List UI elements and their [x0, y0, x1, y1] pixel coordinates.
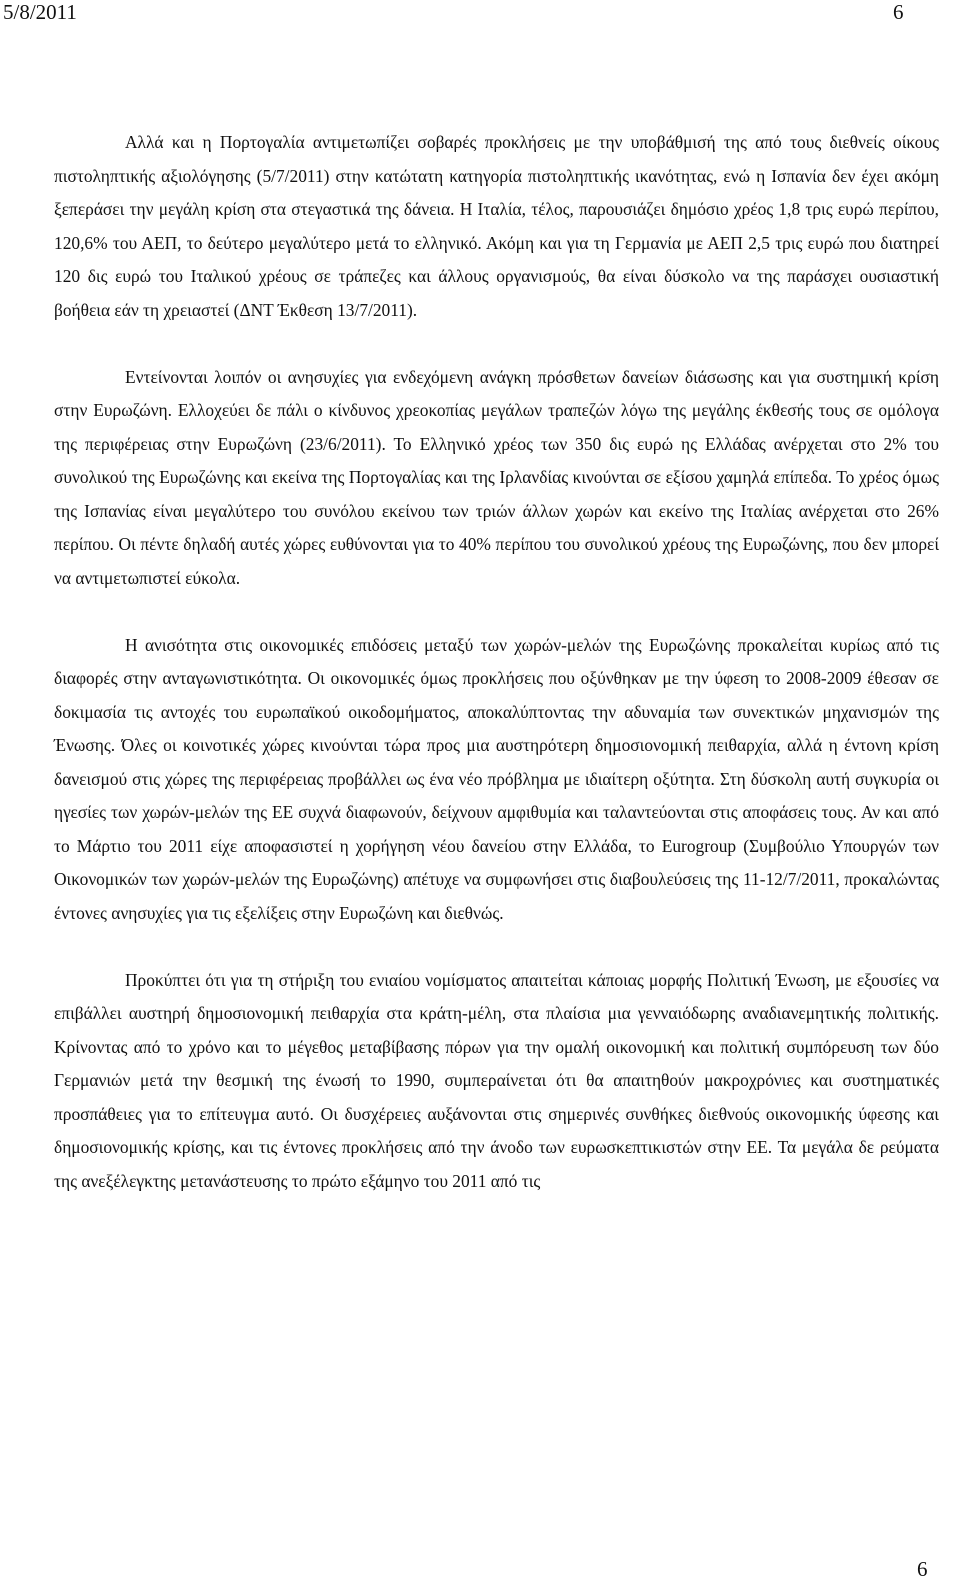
header-page-number: 6	[893, 0, 904, 24]
paragraph-3	[54, 629, 939, 931]
paragraph-2	[54, 361, 939, 596]
footer-page-number: 6	[917, 1557, 928, 1581]
header-date: 5/8/2011	[3, 0, 77, 24]
paragraph-2-text-b: Το Ελληνικό χρέος των 350 δις ευρώ ης Ελλάδας ανέρχεται στο 2% του συνολικού της Ευρωζώνης και εκείνα της Πορτογαλίας και της Ιρλανδίας κινούνται σε εξίσου χαμηλά επίπεδα. Το χρέος όμως της Ισπανίας είναι μεγαλύτερο του συνόλου εκείνου των τριών άλλων χωρών και εκείνο της Ιταλίας ανέρχεται στο 26% περίπου. Οι πέντε δηλαδή αυτές χώρες ευθύνονται για το 40% περίπου του συνολικού χρέους της Ευρωζώνης, που δεν μπορεί να αντιμετωπιστεί εύκολα.	[54, 433, 939, 588]
page-header	[0, 0, 960, 24]
paragraph-4	[54, 964, 939, 1199]
paragraph-1	[54, 126, 939, 327]
paragraph-2-text-a: Εντείνονται λοιπόν οι ανησυχίες για ενδεχόμενη ανάγκη πρόσθετων δανείων διάσωσης και για συστημική κρίση στην Ευρωζώνη. Ελλοχεύει δε πάλι ο κίνδυνος χρεοκοπίας μεγάλων τραπεζών λόγω της μεγάλης έκθεσής τους σε ομόλογα της περιφέρειας στην Ευρωζώνη (23/6/2011).	[54, 366, 939, 454]
paragraph-1-text: Αλλά και η Πορτογαλία αντιμετωπίζει σοβαρές προκλήσεις με την υποβάθμισή της από τους διεθνείς οίκους πιστοληπτικής αξιολόγησης (5/7/2011) στην κατώτατη κατηγορία πιστοληπτικής ικανότητας, ενώ η Ισπανία δεν έχει ακόμη ξεπεράσει την μεγάλη κρίση στα στεγαστικά της δάνεια. Η Ιταλία, τέλος, παρουσιάζει δημόσιο χρέος 1,8 τρις ευρώ περίπου, 120,6% του ΑΕΠ, το δεύτερο μεγαλύτερο μετά το ελληνικό. Ακόμη και για τη Γερμανία με ΑΕΠ 2,5 τρις ευρώ που διατηρεί 120 δις ευρώ του Ιταλικού χρέους σε τράπεζες και άλλους οργανισμούς, θα είναι δύσκολο να της παράσχει ουσιαστική βοήθεια εάν τη χρειαστεί (ΔΝΤ Έκθεση 13/7/2011).	[54, 132, 939, 320]
document-body	[54, 126, 939, 1198]
paragraph-3-text: Η ανισότητα στις οικονομικές επιδόσεις μεταξύ των χωρών-μελών της Ευρωζώνης προκαλείται κυρίως από τις διαφορές στην ανταγωνιστικότητα. Οι οικονομικές όμως προκλήσεις που οξύνθηκαν με την ύφεση το 2008-2009 έθεσαν σε δοκιμασία τις αντοχές του ευρωπαϊκού οικοδομήματος, αποκαλύπτοντας την αδυναμία των συνεκτικών μηχανισμών της Ένωσης. Όλες οι κοινοτικές χώρες κινούνται τώρα προς μια αυστηρότερη δημοσιονομική πειθαρχία, αλλά η έντονη κρίση δανεισμού στις χώρες της περιφέρειας προβάλλει ως ένα νέο πρόβλημα με ιδιαίτερη οξύτητα. Στη δύσκολη αυτή συγκυρία οι ηγεσίες των χωρών-μελών της ΕΕ συχνά διαφωνούν, δείχνουν αμφιθυμία και ταλαντεύονται στις αποφάσεις τους. Αν και από το Μάρτιο του 2011 είχε αποφασιστεί η χορήγηση νέου δανείου στην Ελλάδα, το Eurogroup (Συμβούλιο Υπουργών των Οικονομικών των χωρών-μελών της Ευρωζώνης) απέτυχε να συμφωνήσει στις διαβουλεύσεις της 11-12/7/2011, προκαλώντας έντονες ανησυχίες για τις εξελίξεις στην Ευρωζώνη και διεθνώς.	[54, 634, 939, 923]
paragraph-4-text: Προκύπτει ότι για τη στήριξη του ενιαίου νομίσματος απαιτείται κάποιας μορφής Πολιτική Ένωση, με εξουσίες να επιβάλλει αυστηρή δημοσιονομική πειθαρχία στα κράτη-μέλη, στα πλαίσια μια γενναιόδωρης αναδιανεμητικής πολιτικής. Κρίνοντας από το χρόνο και το μέγεθος μεταβίβασης πόρων για την ομαλή οικονομική και πολιτική συμπόρευση των δύο Γερμανιών μετά την θεσμική της ένωσή το 1990, συμπεραίνεται ότι θα απαιτηθούν μακροχρόνιες και συστηματικές προσπάθειες για το επίτευγμα αυτό. Οι δυσχέρειες αυξάνονται στις σημερινές συνθήκες διεθνούς οικονομικής ύφεσης και δημοσιονομικής κρίσης, και τις έντονες προκλήσεις από την άνοδο των ευρωσκεπτικιστών στην ΕΕ. Τα μεγάλα δε ρεύματα της ανεξέλεγκτης μετανάστευσης το πρώτο εξάμηνο του 2011 από τις	[54, 969, 939, 1191]
